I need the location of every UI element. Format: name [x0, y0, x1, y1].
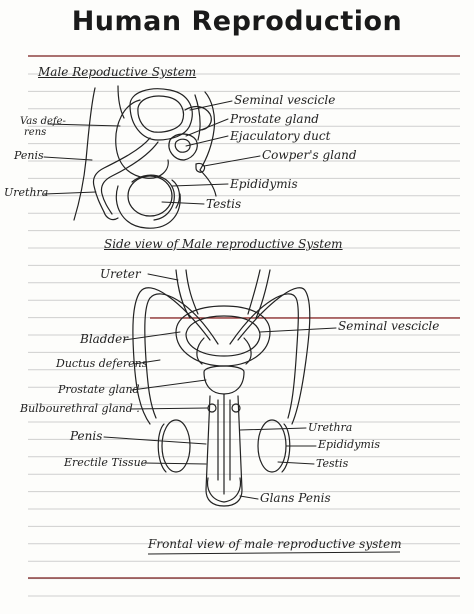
label-bulbourethral-gland: Bulbourethral gland . — [20, 402, 140, 415]
label-bladder: Bladder — [80, 332, 129, 346]
label-prostate-gland-side: Prostate gland — [230, 112, 319, 126]
label-ejaculatory-duct-side: Ejaculatory duct — [230, 129, 331, 143]
label-prostate-gland-frontal: Prostate gland — [58, 383, 140, 396]
label-urethra-frontal: Urethra — [308, 421, 353, 434]
label-urethra-side: Urethra — [4, 186, 49, 199]
label-cowpers-gland-side: Cowper's gland — [262, 148, 357, 162]
label-vas-deferens-side-2: rens — [24, 127, 47, 138]
label-erectile-tissue: Erectile Tissue — [64, 456, 148, 469]
page-title: Human Reproduction — [71, 6, 403, 37]
frontal-view-caption: Frontal view of male reproductive system — [148, 537, 402, 551]
label-seminal-vesicle-side: Seminal vescicle — [234, 93, 336, 107]
label-seminal-vesicle-frontal: Seminal vescicle — [338, 319, 440, 333]
label-epididymis-frontal: Epididymis — [318, 438, 380, 451]
label-vas-deferens-side-1: Vas defe- — [20, 116, 66, 127]
label-ductus-deferens: Ductus deferens — [56, 357, 148, 370]
side-view-heading: Male Repoductive System — [38, 65, 197, 79]
label-penis-side: Penis — [14, 149, 44, 162]
side-view-caption: Side view of Male reproductive System — [104, 237, 343, 251]
label-glans-penis: Glans Penis — [260, 491, 331, 505]
label-penis-frontal: Penis — [70, 429, 103, 443]
label-testis-frontal: Testis — [316, 457, 349, 470]
label-epididymis-side: Epididymis — [230, 177, 298, 191]
label-testis-side: Testis — [206, 197, 242, 211]
label-ureter: Ureter — [100, 267, 141, 281]
